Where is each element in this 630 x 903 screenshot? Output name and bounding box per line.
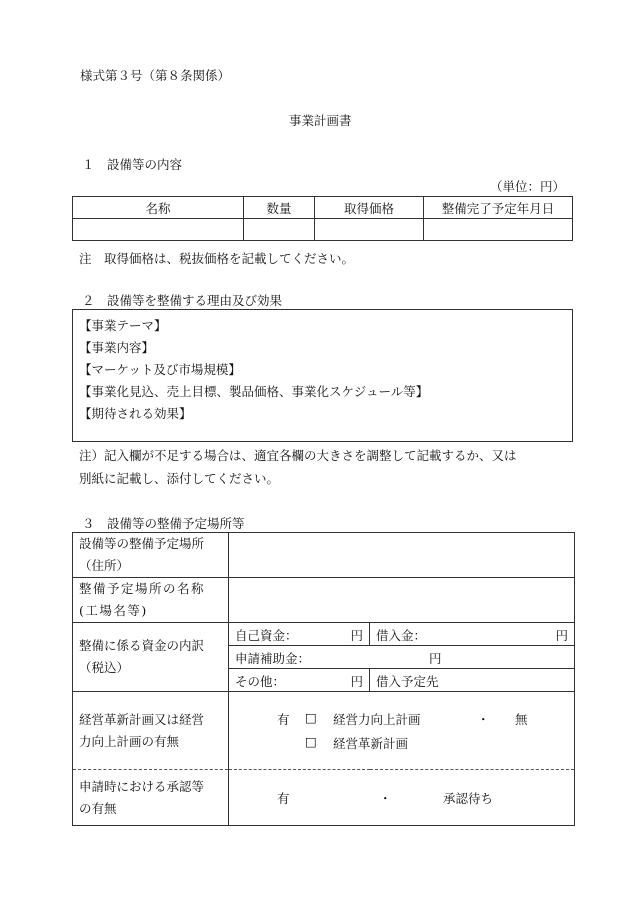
approval-pending[interactable]: 承認待ち [443,791,494,806]
col-completion-date: 整備完了予定年月日 [424,197,573,219]
approval-options [229,770,575,826]
price-cell[interactable] [315,219,424,241]
section2-heading: ２ 設備等を整備する理由及び効果 [82,293,283,308]
section1-note: 注 取得価格は、税抜価格を記載してください。 [79,251,355,266]
facility-name-label-2: (工場名等) [79,603,148,618]
subsidy-label: 申請補助金： [235,651,311,666]
funds-label [73,623,229,692]
other-funds-label: その他： [235,674,286,689]
own-funds-label: 自己資金： [235,628,298,643]
section3-heading: ３ 設備等の整備予定場所等 [82,516,245,531]
facility-name-label [73,578,229,623]
funds-row-1 [73,623,575,646]
location-label [73,533,229,578]
lender-cell[interactable] [370,669,575,692]
name-row [73,578,575,623]
approval-label-1: 申請時における承認等 [79,778,205,794]
item-business-content: 【事業内容】 [79,340,155,355]
subsidy-cell[interactable] [229,646,575,669]
table-row [73,219,573,241]
page-title: 事業計画書 [289,113,352,128]
lender-label: 借入予定先 [376,674,439,689]
table-header-row [73,197,573,219]
form-number: 様式第３号（第８条関係） [80,68,231,83]
approval-label-2: の有無 [79,800,117,816]
equipment-table [72,196,573,241]
item-expected-effect: 【期待される効果】 [79,406,192,421]
unit-label: （単位：円） [490,179,566,194]
loan-yen: 円 [555,628,568,643]
plan-label [73,692,229,770]
plan-row [73,692,575,770]
approval-separator: ・ [379,791,392,806]
col-name: 名称 [73,197,244,219]
plan-label-2: 力向上計画の有無 [79,733,180,749]
location-row [73,533,575,578]
approval-label [73,770,229,826]
item-business-theme: 【事業テーマ】 [79,318,167,333]
loan-cell[interactable] [370,623,575,646]
other-funds-cell[interactable] [229,669,370,692]
other-funds-yen: 円 [350,674,363,689]
plan-options [229,692,575,770]
reason-box[interactable] [72,309,573,442]
checkbox-innovation-plan[interactable]: □ [305,734,317,749]
item-commercialization: 【事業化見込、売上目標、製品価格、事業化スケジュール等】 [79,384,429,399]
section2-note-line1: 注）記入欄が不足する場合は、適宜各欄の大きさを調整して記載するか、又は [79,448,517,463]
plan-yes: 有 [277,712,290,727]
subsidy-yen: 円 [429,651,442,666]
plan-label-1: 経営革新計画又は経営 [79,711,205,727]
section2-note-line2: 別紙に記載し、添付してください。 [79,471,280,486]
section1-heading: １ 設備等の内容 [82,157,183,172]
facility-name-value[interactable] [229,578,575,623]
plan-opt-innovation: 経営革新計画 [333,736,409,751]
own-funds-yen: 円 [350,628,363,643]
location-label-2: （住所） [79,558,130,573]
plan-opt-improvement: 経営力向上計画 [333,712,421,727]
name-cell[interactable] [73,219,244,241]
quantity-cell[interactable] [244,219,315,241]
approval-yes[interactable]: 有 [277,791,290,806]
loan-label: 借入金： [376,628,427,643]
col-quantity: 数量 [244,197,315,219]
location-value[interactable] [229,533,575,578]
plan-none: 無 [515,712,528,727]
checkbox-improvement-plan[interactable]: □ [305,710,317,725]
own-funds-cell[interactable] [229,623,370,646]
plan-separator: ・ [477,712,490,727]
location-table [72,532,575,826]
facility-name-label-1: 整備予定場所の名称 [79,581,206,596]
col-price: 取得価格 [315,197,424,219]
location-label-1: 設備等の整備予定場所 [79,536,205,551]
funds-label-1: 整備に係る資金の内訳 [79,638,205,653]
approval-row [73,770,575,826]
date-cell[interactable] [424,219,573,241]
funds-label-2: （税込） [79,660,130,675]
item-market: 【マーケット及び市場規模】 [79,362,241,377]
